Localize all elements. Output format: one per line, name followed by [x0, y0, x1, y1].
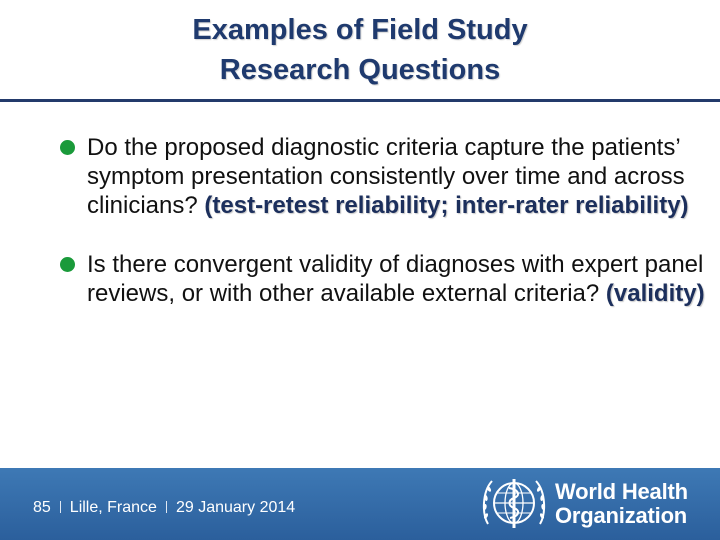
- bullet-item: [60, 133, 710, 220]
- who-name-line-2: Organization: [555, 503, 688, 528]
- bullet-emphasis: (validity): [605, 280, 705, 307]
- footer-location: Lille, France: [69, 499, 157, 516]
- page-number: 85: [33, 499, 51, 516]
- bullet-body: Is there convergent validity of diagnoses with expert panel reviews, or with other available external criteria?: [87, 251, 704, 307]
- footer-separator: [60, 501, 61, 513]
- who-logo: [480, 474, 705, 532]
- slide-title: [0, 10, 720, 90]
- bullet-text: [87, 133, 710, 220]
- title-line-1: Examples of Field Study: [192, 14, 528, 46]
- footer-date: 29 January 2014: [175, 499, 296, 516]
- who-name-line-1: World Health: [555, 479, 688, 504]
- bullet-item: [60, 250, 710, 308]
- footer-separator: [166, 501, 167, 513]
- bullet-dot-icon: [60, 257, 75, 272]
- bullet-body: Do the proposed diagnostic criteria capture the patients’ symptom presentation consistently over time and across clinicians?: [87, 134, 685, 219]
- who-name: [555, 480, 688, 528]
- who-emblem-icon: [480, 474, 548, 532]
- bullet-text: [87, 250, 710, 308]
- bullet-list: [60, 133, 710, 338]
- footer-info: [33, 498, 295, 518]
- bullet-dot-icon: [60, 140, 75, 155]
- bullet-emphasis: (test-retest reliability; inter-rater reliability): [204, 192, 689, 219]
- title-divider: [0, 99, 720, 102]
- title-line-2: Research Questions: [219, 54, 501, 86]
